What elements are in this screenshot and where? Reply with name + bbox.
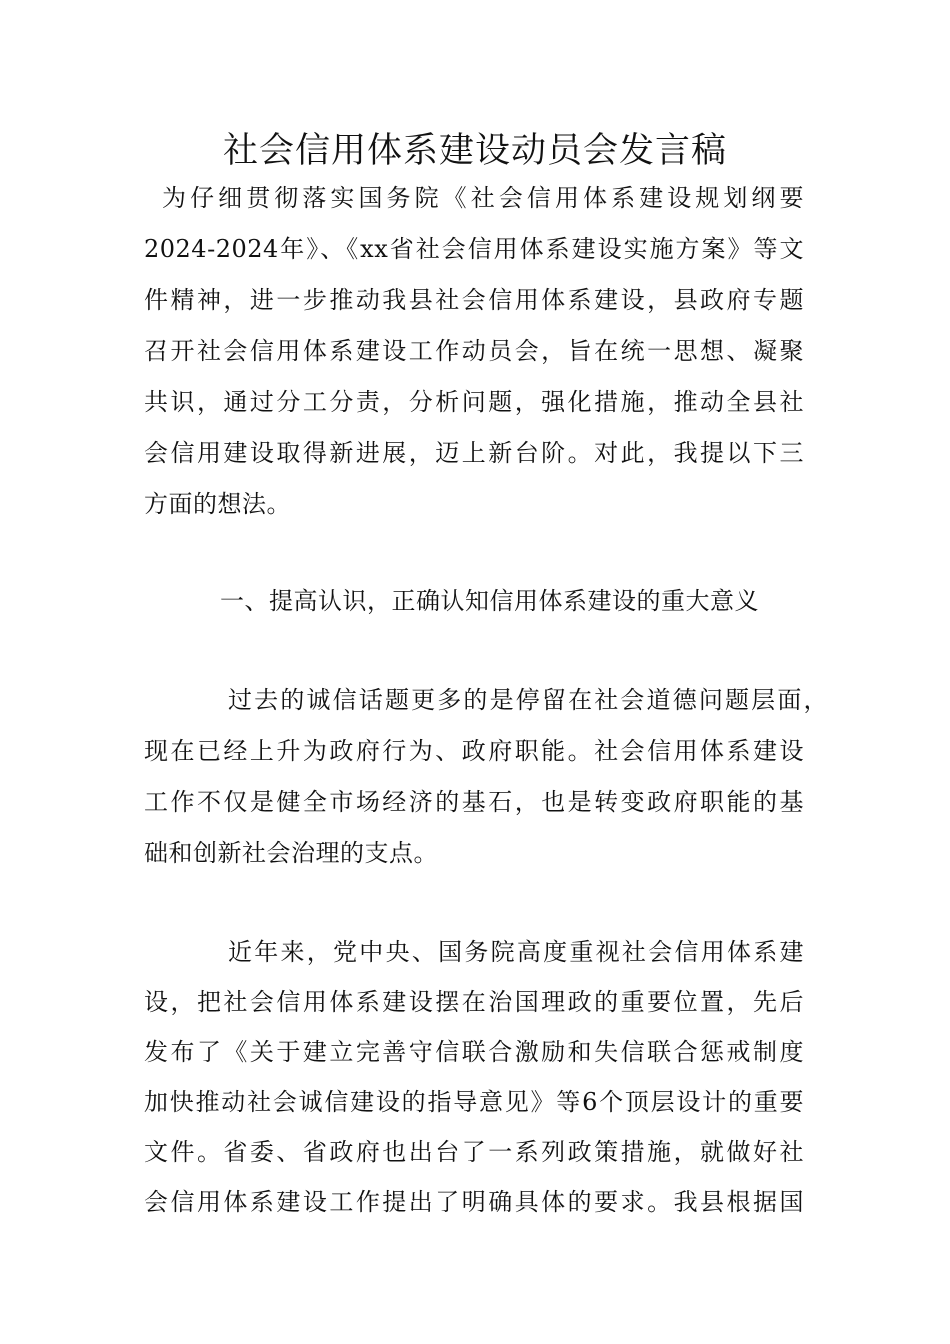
- paragraph-line: 础和创新社会治理的支点。: [144, 839, 438, 867]
- intro-line: 召开社会信用体系建设工作动员会，旨在统一思想、凝聚: [144, 337, 804, 365]
- paragraph-line: 过去的诚信话题更多的是停留在社会道德问题层面，: [228, 686, 828, 714]
- paragraph-line: 现在已经上升为政府行为、政府职能。社会信用体系建设: [144, 737, 804, 765]
- paragraph-line: 文件。省委、省政府也出台了一系列政策措施，就做好社: [144, 1138, 804, 1166]
- intro-line: 2024-2024年》、《xx省社会信用体系建设实施方案》等文: [144, 235, 804, 263]
- document-title: 社会信用体系建设动员会发言稿: [222, 131, 727, 171]
- paragraph-line: 近年来，党中央、国务院高度重视社会信用体系建: [228, 938, 804, 966]
- paragraph-line: 发布了《关于建立完善守信联合激励和失信联合惩戒制度: [144, 1038, 804, 1066]
- paragraph-line: 设，把社会信用体系建设摆在治国理政的重要位置，先后: [144, 988, 804, 1016]
- intro-line: 为仔细贯彻落实国务院《社会信用体系建设规划纲要: [162, 184, 804, 212]
- paragraph-line: 工作不仅是健全市场经济的基石，也是转变政府职能的基: [144, 788, 804, 816]
- paragraph-line: 会信用体系建设工作提出了明确具体的要求。我县根据国: [144, 1188, 804, 1216]
- paragraph-line: 加快推动社会诚信建设的指导意见》等6个顶层设计的重要: [144, 1088, 804, 1116]
- intro-line: 方面的想法。: [144, 490, 291, 518]
- section-heading: 一、提高认识，正确认知信用体系建设的重大意义: [220, 587, 759, 615]
- intro-line: 会信用建设取得新进展，迈上新台阶。对此，我提以下三: [144, 439, 804, 467]
- intro-line: 件精神，进一步推动我县社会信用体系建设，县政府专题: [144, 286, 804, 314]
- intro-line: 共识，通过分工分责，分析问题，强化措施，推动全县社: [144, 388, 804, 416]
